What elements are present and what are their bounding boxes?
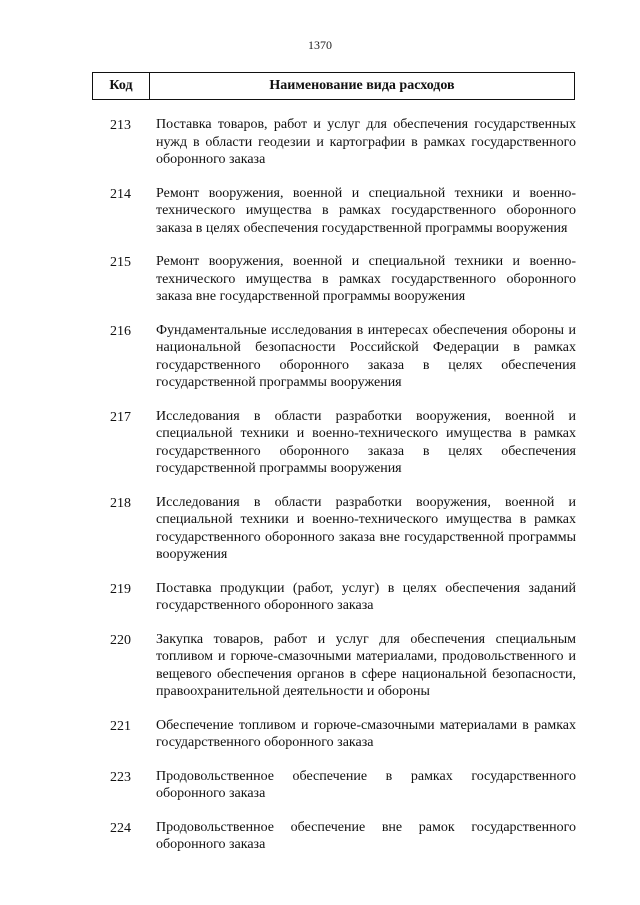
table-row	[110, 580, 576, 615]
expense-type-list	[110, 116, 576, 870]
table-row	[110, 116, 576, 169]
expense-code: 224	[110, 820, 131, 836]
expense-code: 213	[110, 118, 131, 133]
expense-code: 217	[110, 409, 131, 425]
column-header-code: Код	[93, 73, 150, 99]
expense-code: 216	[110, 323, 131, 339]
table-row	[110, 494, 576, 564]
expense-description: Продовольственное обеспечение в рамках государственного оборонного заказа	[156, 768, 576, 801]
table-row	[110, 768, 576, 803]
table-row	[110, 408, 576, 478]
expense-code: 218	[110, 495, 131, 511]
expense-code: 220	[110, 632, 131, 648]
expense-description: Обеспечение топливом и горюче-смазочными материалами в рамках государственного оборонного заказа	[156, 717, 576, 750]
column-header-name: Наименование вида расходов	[269, 78, 455, 93]
table-row	[110, 631, 576, 701]
expense-code: 215	[110, 255, 131, 270]
expense-description: Исследования в области разработки вооружения, военной и специальной техники и военно-технического имущества в рамках государственного оборонного заказа в целях обеспечения государственной программы вооружения	[156, 408, 576, 476]
expense-description: Ремонт вооружения, военной и специальной техники и военно-технического имущества в рамках государственного оборонного заказа вне государственной программы вооружения	[156, 254, 576, 304]
expense-description: Продовольственное обеспечение вне рамок государственного оборонного заказа	[156, 819, 576, 852]
table-row	[110, 185, 576, 238]
expense-description: Поставка товаров, работ и услуг для обеспечения государственных нужд в области геодезии и картографии в рамках государственного оборонного заказа	[156, 117, 576, 167]
expense-description: Поставка продукции (работ, услуг) в целях обеспечения заданий государственного оборонного заказа	[156, 580, 576, 613]
expense-description: Закупка товаров, работ и услуг для обеспечения специальным топливом и горюче-смазочными материалами, продовольственного и вещевого обеспечения органов в сфере национальной безопасности, правоохранительной деятельности и обороны	[156, 631, 576, 699]
table-row	[110, 717, 576, 752]
table-row	[110, 253, 576, 306]
expense-code: 221	[110, 718, 131, 734]
expense-description: Фундаментальные исследования в интересах обеспечения обороны и национальной безопасности Российской Федерации в рамках государственного оборонного заказа в целях обеспечения государственной программы вооружения	[156, 322, 576, 390]
expense-code: 219	[110, 581, 131, 597]
expense-code: 214	[110, 186, 131, 202]
expense-description: Исследования в области разработки вооружения, военной и специальной техники и военно-технического имущества в рамках государственного оборонного заказа вне государственной программы вооружения	[156, 494, 576, 562]
expense-code: 223	[110, 769, 131, 785]
table-row	[110, 819, 576, 854]
table-row	[110, 322, 576, 392]
expense-description: Ремонт вооружения, военной и специальной техники и военно-технического имущества в рамках государственного оборонного заказа в целях обеспечения государственной программы вооружения	[156, 185, 576, 236]
page-number: 1370	[308, 38, 332, 52]
table-header	[92, 72, 575, 100]
